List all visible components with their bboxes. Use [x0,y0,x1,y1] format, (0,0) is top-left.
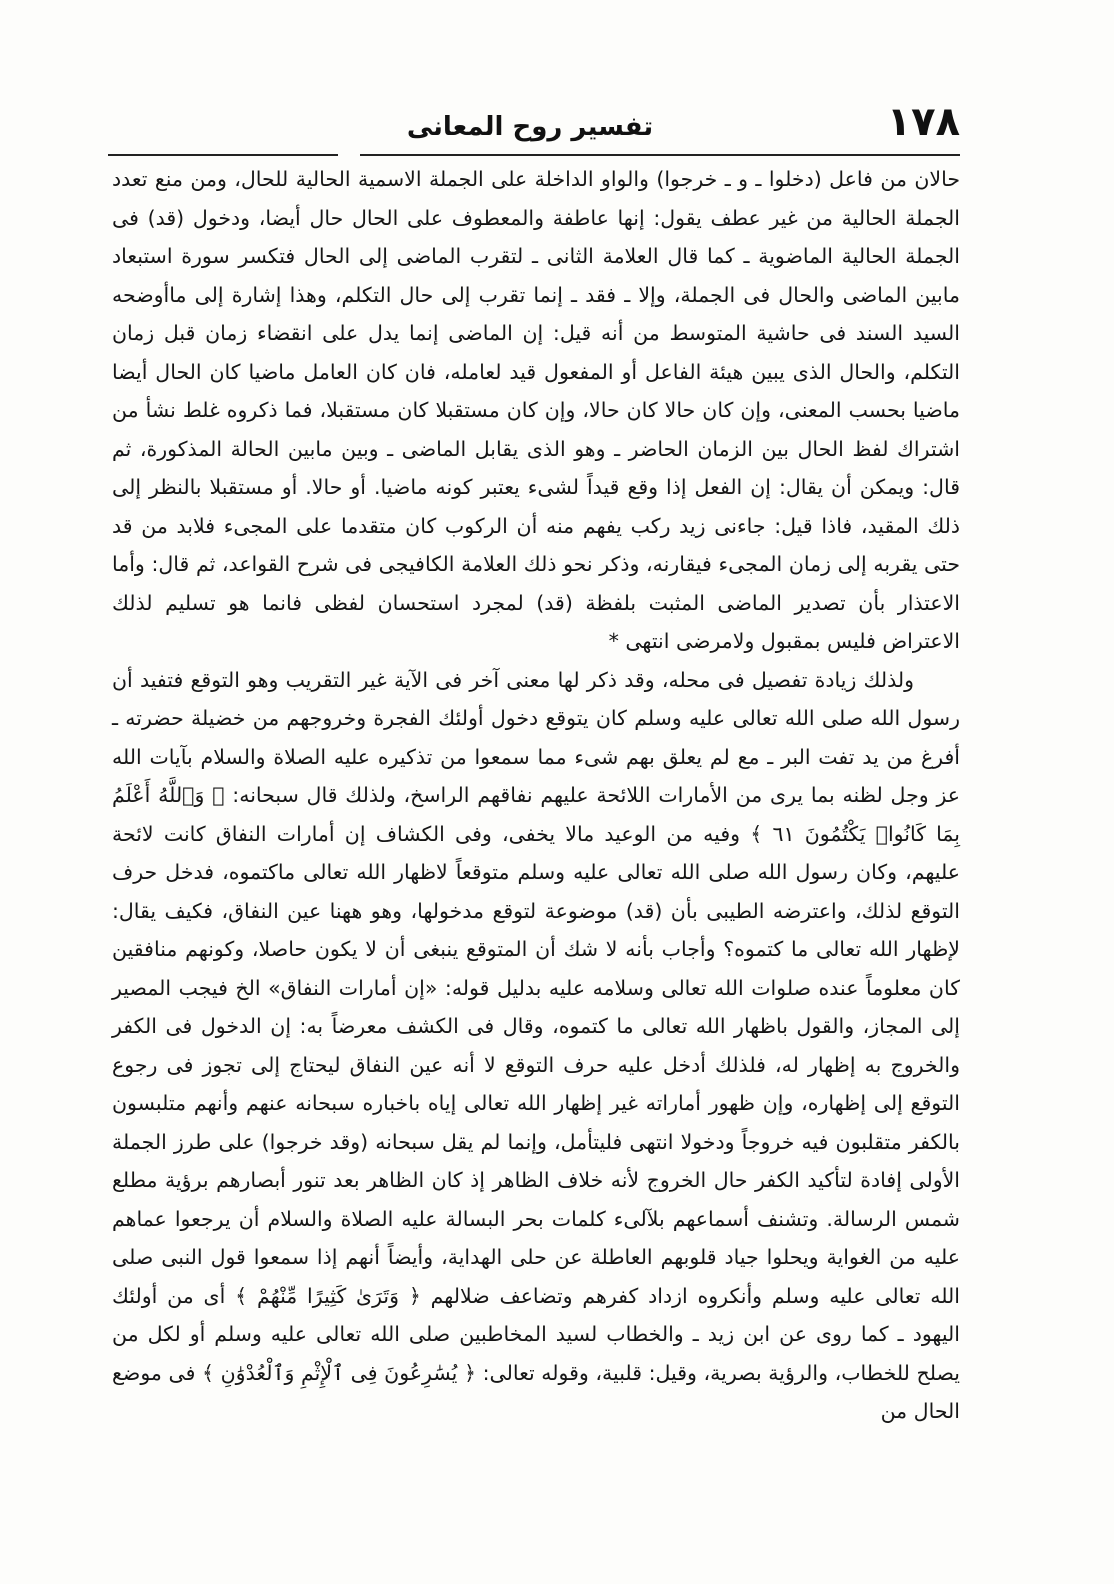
commentary-text [112,160,960,1480]
page-number: ١٧٨ [886,99,960,145]
header-rule-left [108,154,338,156]
page-header [100,96,960,156]
running-title: تفسير روح المعانى [406,112,654,142]
header-rule-right [360,154,960,156]
paragraph-2: ولذلك زيادة تفصيل فى محله، وقد ذكر لها معنى آخر فى الآية غير التقريب وهو التوقع فتفيد أن رسول الله صلى الله تعالى عليه وسلم كان يتوقع دخول أولئك الفجرة وخروجهم من خضيلة حضرته ـ أفرغ من يد تفت البر ـ مع لم يعلق بهم شىء مما سمعوا من تذكيره عليه الصلاة والسلام بآيات الله عز وجل لظنه بما يرى من الأمارات اللائحة عليهم نفاقهم الراسخ، ولذلك قال سبحانه: ﴿ وَٱللَّهُ أَعْلَمُ بِمَا كَانُوا۟ يَكْتُمُونَ ٦١ ﴾ وفيه من الوعيد مالا يخفى، وفى الكشاف إن أمارات النفاق كانت لائحة عليهم، وكان رسول الله صلى الله تعالى عليه وسلم متوقعاً لاظهار الله تعالى ماكتموه، فدخل حرف التوقع لذلك، واعترضه الطيبى بأن (قد) موضوعة لتوقع مدخولها، وهو ههنا عين النفاق، فكيف يقال: لإظهار الله تعالى ما كتموه؟ وأجاب بأنه لا شك أن المتوقع ينبغى أن لا يكون حاصلا، وكونهم منافقين كان معلوماً عنده صلوات الله تعالى وسلامه عليه بدليل قوله: «إن أمارات النفاق» الخ فيجب المصير إلى المجاز، والقول باظهار الله تعالى ما كتموه، وقال فى الكشف معرضاً به: إن الدخول فى الكفر والخروج به إظهار له، فلذلك أدخل عليه حرف التوقع لا أنه عين النفاق ليحتاج إلى تجوز فى رجوع التوقع إلى إظهاره، وإن ظهور أماراته غير إظهار الله تعالى إياه باخباره سبحانه عنهم وأنهم متلبسون بالكفر متقلبون فيه خروجاً ودخولا انتهى فليتأمل، وإنما لم يقل سبحانه (وقد خرجوا) على طرز الجملة الأولى إفادة لتأكيد الكفر حال الخروج لأنه خلاف الظاهر إذ كان الظاهر بعد تنور أبصارهم برؤية مطلع شمس الرسالة. وتشنف أسماعهم بلآلىء كلمات بحر البسالة عليه الصلاة والسلام أن يرجعوا عماهم عليه من الغواية ويحلوا جياد قلوبهم العاطلة عن حلى الهداية، وأيضاً أنهم إذا سمعوا قول النبى صلى الله تعالى عليه وسلم وأنكروه ازداد كفرهم وتضاعف ضلالهم ﴿ وَتَرَىٰ كَثِيرًا مِّنْهُمْ ﴾ أى من أولئك اليهود ـ كما روى عن ابن زيد ـ والخطاب لسيد المخاطبين صلى الله تعالى عليه وسلم أو لكل من يصلح للخطاب، والرؤية بصرية، وقيل: قلبية، وقوله تعالى: ﴿ يُسَٰرِعُونَ فِى ٱلْإِثْمِ وَٱلْعُدْوَٰنِ ﴾ فى موضع الحال من [112,667,960,1423]
paragraph-1: حالان من فاعل (دخلوا ـ و ـ خرجوا) والواو الداخلة على الجملة الاسمية الحالية للحال، ومن منع تعدد الجملة الحالية من غير عطف يقول: إنها عاطفة والمعطوف على الحال حال أيضا، ودخول (قد) فى الجملة الحالية الماضوية ـ كما قال العلامة الثانى ـ لتقرب الماضى إلى الحال فتكسر سورة استبعاد مابين الماضى والحال فى الجملة، وإلا ـ فقد ـ إنما تقرب إلى حال التكلم، وهذا إشارة إلى ماأوضحه السيد السند فى حاشية المتوسط من أنه قيل: إن الماضى إنما يدل على انقضاء زمان قبل زمان التكلم، والحال الذى يبين هيئة الفاعل أو المفعول قيد لعامله، فان كان العامل ماضيا كان الحال أيضا ماضيا بحسب المعنى، وإن كان حالا كان حالا، وإن كان مستقبلا كان مستقبلا، فما ذكروه غلط نشأ من اشتراك لفظ الحال بين الزمان الحاضر ـ وهو الذى يقابل الماضى ـ وبين مابين الحالة المذكورة، ثم قال: ويمكن أن يقال: إن الفعل إذا وقع قيداً لشىء يعتبر كونه ماضيا. أو حالا. أو مستقبلا بالنظر إلى ذلك المقيد، فاذا قيل: جاءنى زيد ركب يفهم منه أن الركوب كان متقدما على المجىء فلابد من قد حتى يقربه إلى زمان المجىء فيقارنه، وذكر نحو ذلك العلامة الكافيجى فى شرح القواعد، ثم قال: وأما الاعتذار بأن تصدير الماضى المثبت بلفظة (قد) لمجرد استحسان لفظى فانما هو تسليم لذلك الاعتراض فليس بمقبول ولامرضى انتهى * [112,167,960,653]
